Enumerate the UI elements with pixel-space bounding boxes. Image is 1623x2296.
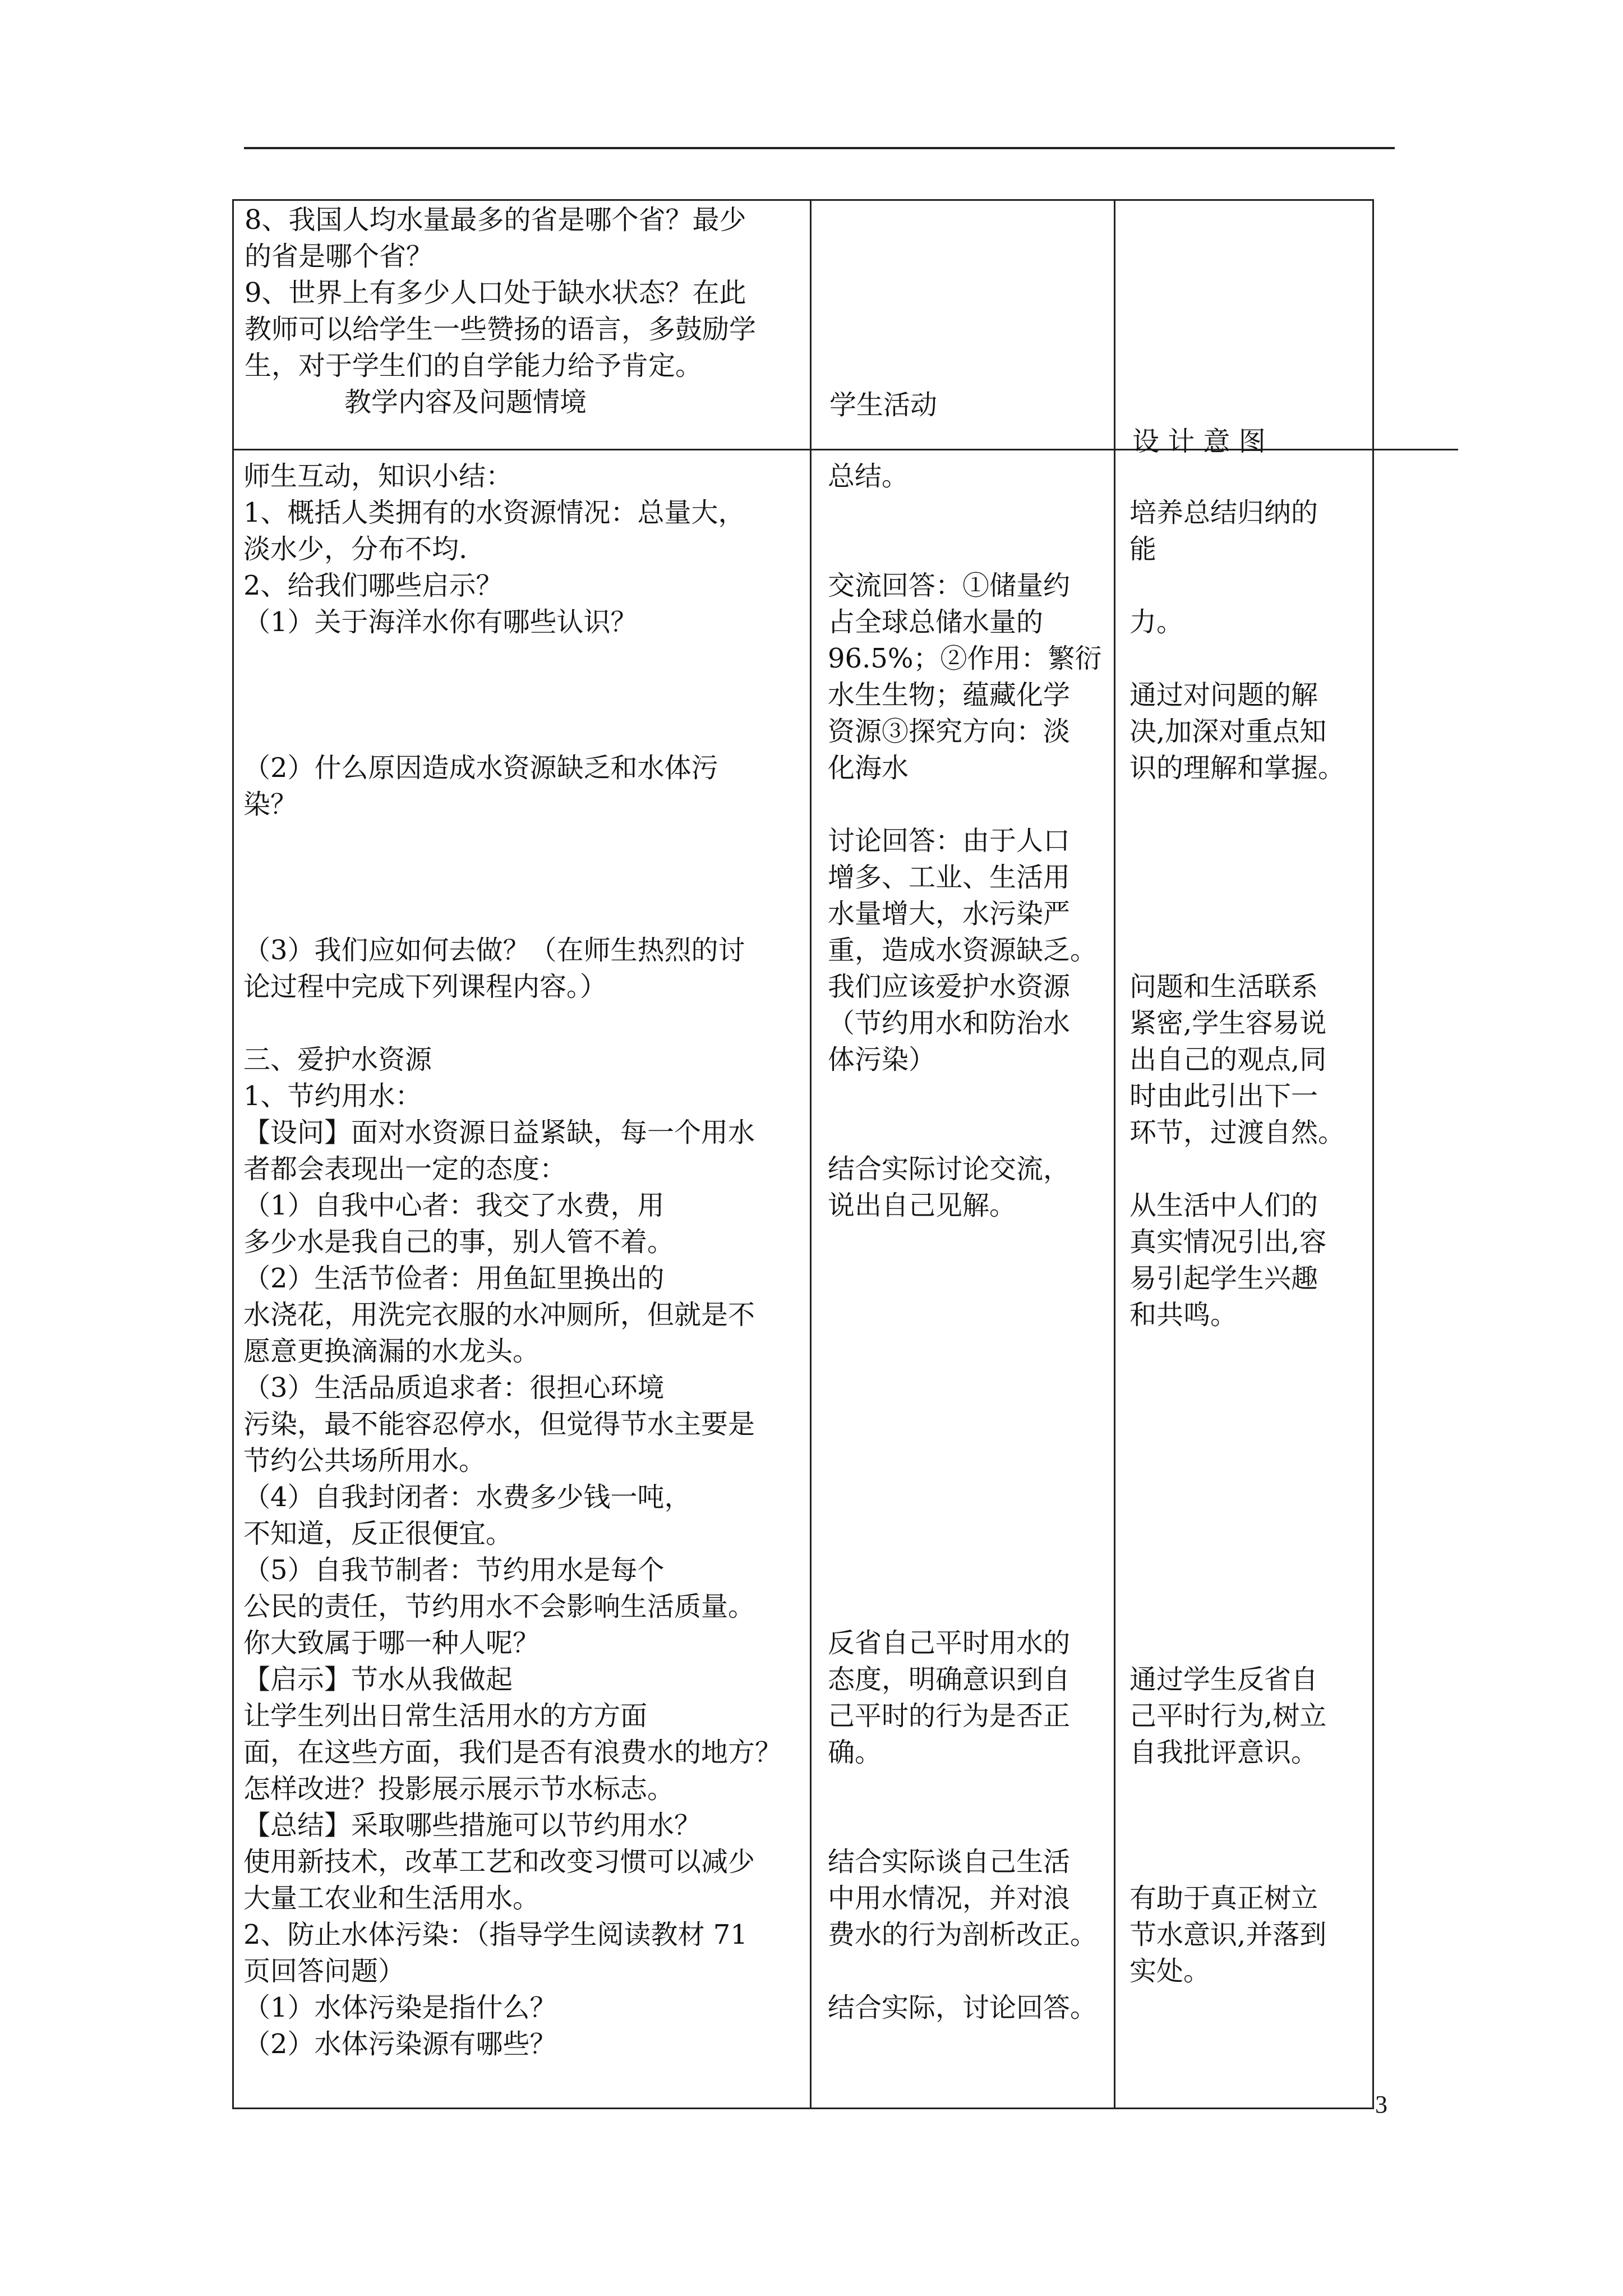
text-line: [1129, 1516, 1345, 1552]
text-line: 使用新技术，改革工艺和改变习惯可以减少: [243, 1846, 755, 1878]
text-line: 结合实际，讨论回答。: [828, 1992, 1098, 2023]
text-line: 紧密,学生容易说: [1129, 1007, 1327, 1039]
text-line: 者都会表现出一定的态度：: [243, 1153, 567, 1185]
text-line: [828, 1479, 1102, 1516]
text-line: 8、我国人均水量最多的省是哪个省？最少: [245, 204, 746, 236]
text-line: 己平时的行为是否正: [828, 1700, 1071, 1732]
header-design-intent: [1132, 424, 1266, 460]
text-line: [1129, 786, 1345, 823]
text-line: 通过学生反省自: [1129, 1664, 1318, 1695]
header-label: 学生活动: [829, 389, 938, 421]
text-line: [243, 641, 782, 677]
text-line: 【设问】面对水资源日益紧缺，每一个用水: [243, 1117, 755, 1148]
text-line: [243, 859, 782, 896]
text-line: 问题和生活联系: [1129, 971, 1318, 1002]
text-line: [828, 1516, 1102, 1552]
text-line: 大量工农业和生活用水。: [243, 1883, 540, 1914]
text-line: 你大致属于哪一种人呢？: [243, 1627, 540, 1659]
text-line: 淡水少，分布不均.: [243, 533, 468, 565]
text-line: 反省自己平时用水的: [828, 1627, 1071, 1659]
text-line: 费水的行为剖析改正。: [828, 1919, 1098, 1950]
text-line: [828, 1115, 1102, 1151]
text-line: 交流回答：①储量约: [828, 570, 1071, 601]
text-line: 识的理解和掌握。: [1129, 752, 1345, 784]
text-line: [828, 1443, 1102, 1479]
text-line: 资源③探究方向：淡: [828, 716, 1071, 747]
text-line: 【总结】采取哪些措施可以节约用水？: [243, 1810, 702, 1841]
text-line: （1）关于海洋水你有哪些认识？: [243, 606, 638, 638]
text-line: 确。: [828, 1737, 882, 1768]
text-line: [1129, 859, 1345, 896]
text-line: 1、概括人类拥有的水资源情况：总量大，: [243, 497, 745, 528]
text-line: 己平时行为,树立: [1129, 1700, 1327, 1732]
text-line: [243, 677, 782, 714]
text-line: （2）生活节俭者：用鱼缸里换出的: [243, 1263, 665, 1294]
text-line: [828, 1406, 1102, 1443]
text-line: [243, 714, 782, 750]
text-line: 1、节约用水：: [243, 1080, 422, 1112]
text-line: （1）自我中心者：我交了水费，用: [243, 1190, 665, 1221]
text-line: [828, 1370, 1102, 1406]
lesson-table: [232, 199, 1374, 2109]
text-line: （3）生活品质追求者：很担心环境: [243, 1372, 665, 1404]
text-line: [828, 1078, 1102, 1115]
text-line: [828, 495, 1102, 531]
text-line: 三、爱护水资源: [243, 1044, 432, 1075]
text-line: （3）我们应如何去做？（在师生热烈的讨: [243, 935, 745, 966]
text-line: 节水意识,并落到: [1129, 1919, 1327, 1950]
table-border-right: [1372, 199, 1374, 2109]
text-line: 说出自己见解。: [828, 1190, 1017, 1221]
text-line: 能: [1129, 533, 1157, 565]
text-line: 水量增大，水污染严: [828, 898, 1071, 930]
text-line: （4）自我封闭者：水费多少钱一吨，: [243, 1481, 691, 1513]
text-line: [1129, 1443, 1345, 1479]
text-line: 结合实际讨论交流，: [828, 1153, 1071, 1185]
text-line: 水浇花，用洗完衣服的水冲厕所，但就是不: [243, 1299, 755, 1331]
text-line: 决,加深对重点知: [1129, 716, 1327, 747]
text-line: 节约公共场所用水。: [243, 1445, 486, 1476]
header-label: 教学内容及问题情境: [344, 386, 587, 418]
text-line: 态度，明确意识到自: [828, 1664, 1071, 1695]
text-line: [1129, 1552, 1345, 1589]
page-number: 3: [1375, 2091, 1387, 2118]
text-line: [1129, 1625, 1345, 1662]
student-activity-column: [828, 458, 1102, 2026]
header-label: 设 计 意 图: [1132, 426, 1266, 457]
teaching-content-column: [243, 458, 782, 2063]
text-line: [1129, 641, 1345, 677]
text-line: 的省是哪个省？: [245, 241, 434, 272]
header-row-rule: [232, 449, 1458, 450]
text-line: 有助于真正树立: [1129, 1883, 1318, 1914]
text-line: 2、给我们哪些启示？: [243, 570, 503, 601]
continued-questions: [245, 202, 756, 384]
text-line: [828, 1260, 1102, 1297]
text-line: [1129, 896, 1345, 932]
text-line: 真实情况引出,容: [1129, 1226, 1327, 1258]
text-line: （5）自我节制者：节约用水是每个: [243, 1554, 665, 1586]
text-line: [828, 1224, 1102, 1260]
text-line: [1129, 1479, 1345, 1516]
text-line: 公民的责任，节约用水不会影响生活质量。: [243, 1591, 755, 1622]
text-line: 9、世界上有多少人口处于缺水状态？在此: [245, 277, 746, 309]
text-line: [1129, 458, 1345, 495]
text-line: [828, 1552, 1102, 1589]
text-line: 污染，最不能容忍停水，但觉得节水主要是: [243, 1409, 755, 1440]
text-line: 出自己的观点,同: [1129, 1044, 1327, 1075]
text-line: [828, 1297, 1102, 1333]
text-line: （1）水体污染是指什么？: [243, 1992, 557, 2023]
table-border-left: [232, 199, 234, 2109]
text-line: （节约用水和防治水: [828, 1007, 1071, 1039]
text-line: 水生生物；蕴藏化学: [828, 679, 1071, 711]
text-line: 页回答问题）: [243, 1955, 405, 1987]
text-line: [243, 823, 782, 859]
text-line: 培养总结归纳的: [1129, 497, 1318, 528]
text-line: [1129, 1333, 1345, 1370]
text-line: [1129, 1844, 1345, 1880]
text-line: 不知道，反正很便宜。: [243, 1518, 513, 1549]
text-line: 增多、工业、生活用: [828, 862, 1071, 893]
text-line: 让学生列出日常生活用水的方方面: [243, 1700, 648, 1732]
text-line: 我们应该爱护水资源: [828, 971, 1071, 1002]
text-line: [828, 1771, 1102, 1807]
table-divider-1: [810, 199, 811, 2109]
text-line: 时由此引出下一: [1129, 1080, 1318, 1112]
text-line: 总结。: [828, 461, 909, 492]
text-line: 结合实际谈自己生活: [828, 1846, 1071, 1878]
text-line: 体污染）: [828, 1044, 936, 1075]
text-line: 96.5%；②作用：繁衍: [828, 643, 1102, 674]
text-line: [243, 896, 782, 932]
text-line: [828, 531, 1102, 568]
text-line: 自我批评意识。: [1129, 1737, 1318, 1768]
text-line: [1129, 1807, 1345, 1844]
text-line: [1129, 823, 1345, 859]
table-border-bottom: [232, 2108, 1374, 2109]
text-line: [1129, 932, 1345, 969]
table-divider-2: [1114, 199, 1115, 2109]
text-line: 通过对问题的解: [1129, 679, 1318, 711]
text-line: [1129, 1589, 1345, 1625]
text-line: [1129, 1771, 1345, 1807]
text-line: [1129, 1151, 1345, 1188]
text-line: [1129, 1406, 1345, 1443]
header-rule: [244, 147, 1395, 149]
text-line: 力。: [1129, 606, 1184, 638]
text-line: 环节，过渡自然。: [1129, 1117, 1345, 1148]
text-line: （2）水体污染源有哪些？: [243, 2028, 557, 2060]
text-line: [828, 1589, 1102, 1625]
text-line: 【启示】节水从我做起: [243, 1664, 513, 1695]
text-line: 实处。: [1129, 1955, 1211, 1987]
text-line: 愿意更换滴漏的水龙头。: [243, 1336, 540, 1367]
text-line: 2、防止水体污染：（指导学生阅读教材 71: [243, 1919, 748, 1950]
text-line: 染？: [243, 789, 298, 820]
text-line: 多少水是我自己的事，别人管不着。: [243, 1226, 675, 1258]
text-line: 面，在这些方面，我们是否有浪费水的地方？: [243, 1737, 782, 1768]
text-line: [1129, 568, 1345, 604]
design-intent-column: [1129, 458, 1345, 1990]
text-line: 教师可以给学生一些赞扬的语言，多鼓励学: [245, 314, 757, 345]
text-line: [828, 1807, 1102, 1844]
text-line: [828, 1333, 1102, 1370]
text-line: 占全球总储水量的: [828, 606, 1044, 638]
text-line: 生，对于学生们的自学能力给予肯定。: [245, 350, 703, 381]
text-line: 怎样改进？投影展示展示节水标志。: [243, 1773, 675, 1805]
text-line: [1129, 1370, 1345, 1406]
text-line: 师生互动，知识小结：: [243, 461, 513, 492]
text-line: 从生活中人们的: [1129, 1190, 1318, 1221]
text-line: 讨论回答：由于人口: [828, 825, 1071, 857]
text-line: 和共鸣。: [1129, 1299, 1238, 1331]
text-line: [828, 786, 1102, 823]
table-border-top: [232, 199, 1374, 201]
text-line: [243, 1005, 782, 1042]
text-line: 易引起学生兴趣: [1129, 1263, 1318, 1294]
text-line: 中用水情况，并对浪: [828, 1883, 1071, 1914]
header-teaching-content: [344, 384, 587, 421]
text-line: [828, 1953, 1102, 1990]
text-line: 重，造成水资源缺乏。: [828, 935, 1098, 966]
text-line: 论过程中完成下列课程内容。）: [243, 971, 607, 1002]
text-line: （2）什么原因造成水资源缺乏和水体污: [243, 752, 718, 784]
header-student-activity: [829, 387, 937, 424]
text-line: 化海水: [828, 752, 909, 784]
